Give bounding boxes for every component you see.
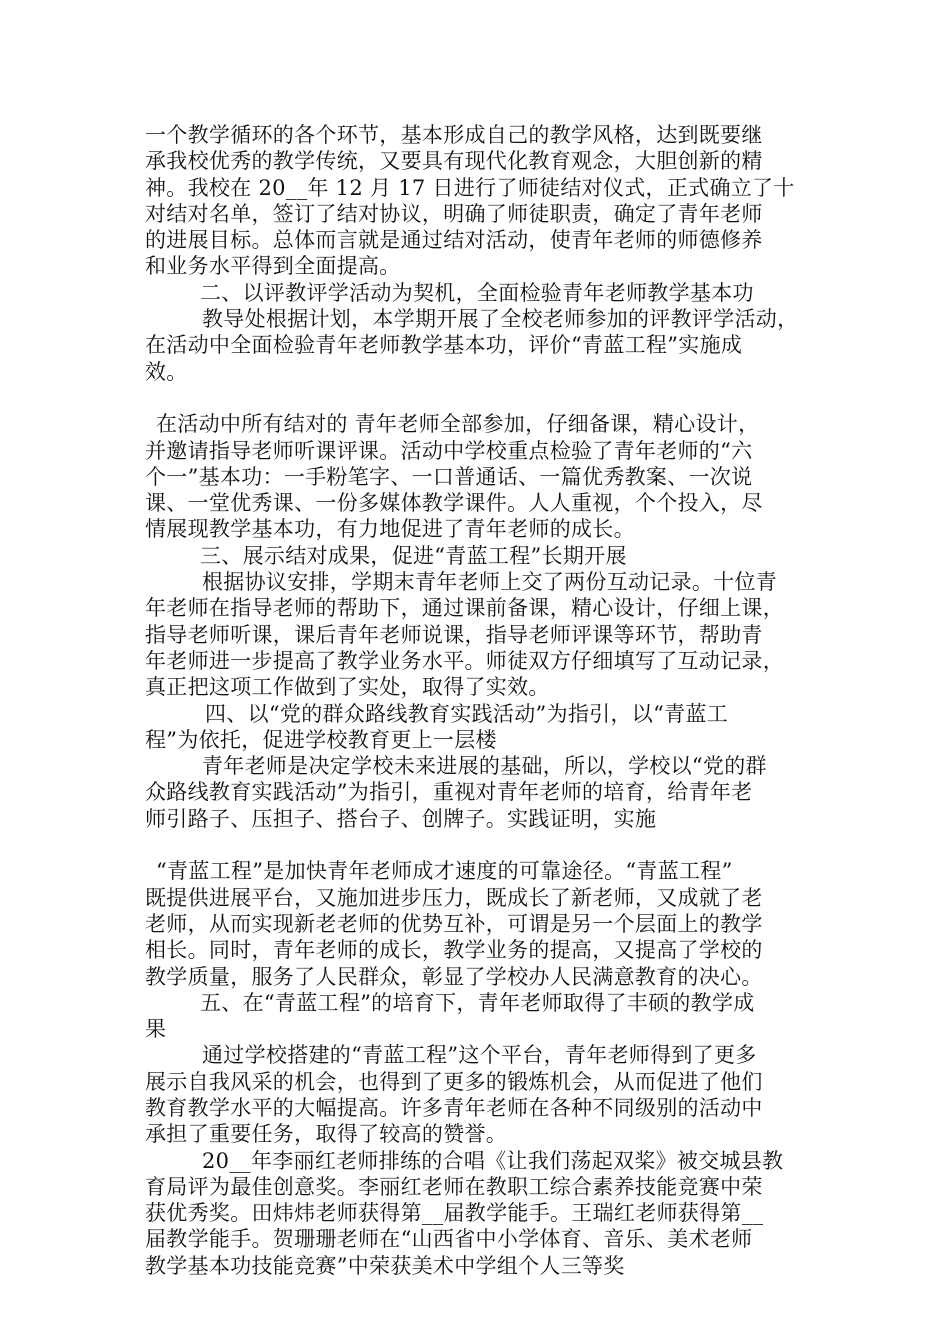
text-line: 效。 [145,359,188,384]
section-heading-4-cont: 程”为依托，促进学校教育更上一层楼 [145,727,497,752]
text-line: 师引路子、压担子、搭台子、创牌子。实践证明，实施 [145,806,657,831]
text-line: 青年老师是决定学校未来进展的基础，所以，学校以“党的群 [202,754,767,779]
blank-line [145,832,825,858]
text-line: 课、一堂优秀课、一份多媒体教学课件。人人重视，个个投入，尽 [145,491,763,516]
text-line: 教学质量，服务了人民群众，彰显了学校办人民满意教育的决心。 [145,964,763,989]
text-line: 情展现教学基本功，有力地促进了青年老师的成长。 [145,517,635,542]
text-line: 获优秀奖。田炜炜老师获得第__届教学能手。王瑞红老师获得第__ [145,1201,764,1226]
text-line: 的进展目标。总体而言就是通过结对活动，使青年老师的师德修养 [145,228,763,253]
section-heading-4: 四、以“党的群众路线教育实践活动”为指引，以“青蓝工 [205,701,729,726]
text-line: 20__年李丽红老师排练的合唱《让我们荡起双桨》被交城县教 [202,1148,784,1173]
text-line: 和业务水平得到全面提高。 [145,254,401,279]
text-line: 指导老师听课，课后青年老师说课，指导老师评课等环节，帮助青 [145,622,763,647]
document-body [145,122,825,1279]
text-line: 一个教学循环的各个环节，基本形成自己的教学风格，达到既要继 [145,123,763,147]
text-line: 承担了重要任务，取得了较高的赞誉。 [145,1122,508,1147]
section-heading-5: 五、在“青蓝工程”的培育下，青年老师取得了丰硕的教学成 [200,990,755,1015]
text-line: 并邀请指导老师听课评课。活动中学校重点检验了青年老师的“六 [145,438,753,463]
text-line: “青蓝工程”是加快青年老师成才速度的可靠途径。“青蓝工程” [156,859,733,884]
text-line: 展示自我风采的机会，也得到了更多的锻炼机会，从而促进了他们 [145,1069,763,1094]
section-heading-5-cont: 果 [145,1017,167,1042]
text-line: 相长。同时，青年老师的成长，教学业务的提高，又提高了学校的 [145,938,763,963]
text-line: 既提供进展平台，又施加进步压力，既成长了新老师，又成就了老 [145,885,763,910]
text-line: 教学基本功技能竞赛”中荣获美术中学组个人三等奖 [145,1253,625,1278]
text-line: 在活动中所有结对的 青年老师全部参加，仔细备课，精心设计， [156,412,760,437]
text-line: 在活动中全面检验青年老师教学基本功，评价“青蓝工程”实施成 [145,333,743,358]
text-line: 育局评为最佳创意奖。李丽红老师在教职工综合素养技能竞赛中荣 [145,1174,763,1199]
blank-line [145,385,825,411]
text-line: 教导处根据计划，本学期开展了全校老师参加的评教评学活动， [202,307,799,332]
text-line: 老师，从而实现新老老师的优势互补，可谓是另一个层面上的教学 [145,911,763,936]
text-line: 个一”基本功：一手粉笔字、一口普通话、一篇优秀教案、一次说 [145,464,753,489]
text-line: 届教学能手。贺珊珊老师在“山西省中小学体育、音乐、美术老师 [145,1227,753,1252]
text-line: 对结对名单，签订了结对协议，明确了师徒职责，确定了青年老师 [145,201,763,226]
text-line: 承我校优秀的教学传统，又要具有现代化教育观念，大胆创新的精 [145,149,763,174]
text-line: 年老师在指导老师的帮助下，通过课前备课，精心设计，仔细上课， [145,596,784,621]
text-line: 教育教学水平的大幅提高。许多青年老师在各种不同级别的活动中 [145,1095,763,1120]
text-line: 众路线教育实践活动”为指引，重视对青年老师的培育，给青年老 [145,780,753,805]
text-line: 根据协议安排，学期末青年老师上交了两份互动记录。十位青 [202,570,778,595]
text-line: 神。我校在 20__年 12 月 17 日进行了师徒结对仪式，正式确立了十 [145,175,795,200]
section-heading-3: 三、展示结对成果，促进“青蓝工程”长期开展 [200,543,627,568]
text-line: 通过学校搭建的“青蓝工程”这个平台，青年老师得到了更多 [202,1043,757,1068]
text-line: 真正把这项工作做到了实处，取得了实效。 [145,675,550,700]
section-heading-2: 二、以评教评学活动为契机，全面检验青年老师教学基本功 [200,280,754,305]
text-line: 年老师进一步提高了教学业务水平。师徒双方仔细填写了互动记录， [145,648,784,673]
